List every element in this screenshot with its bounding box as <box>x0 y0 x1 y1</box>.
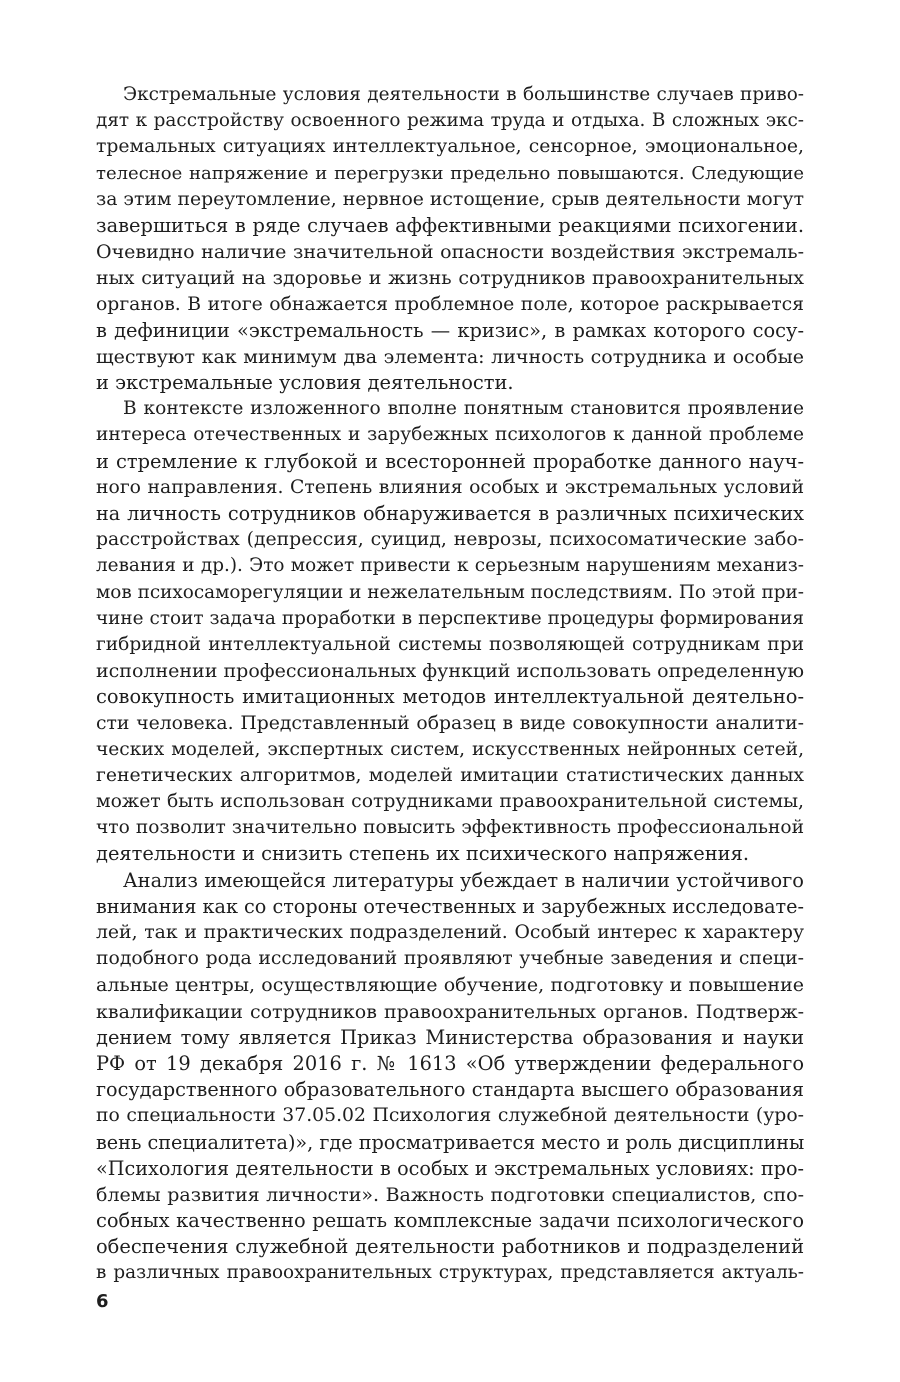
text-line: блемы развития личности». Важность подготовки специалистов, спо- <box>96 1183 804 1206</box>
text-line: ного направления. Степень влияния особых и экстремальных условий <box>96 476 804 498</box>
text-line: в дефиниции «экстремальность — кризис», в рамках которого сосу- <box>96 318 804 342</box>
text-line: телесное напряжение и перегрузки предельно повышаются. Следующие <box>96 162 804 184</box>
text-line: расстройствах (депрессия, суицид, неврозы, психосоматические забо- <box>96 529 804 551</box>
text-line: органов. В итоге обнажается проблемное поле, которое раскрывается <box>96 293 804 315</box>
text-line: по специальности 37.05.02 Психология служебной деятельности (уро- <box>96 1105 804 1127</box>
text-line: генетических алгоритмов, моделей имитации статистических данных <box>96 764 804 786</box>
text-line: государственного образовательного стандарта высшего образования <box>96 1078 804 1102</box>
text-line: исполнении профессиональных функций использовать определенную <box>96 660 804 683</box>
paragraph-1 <box>96 82 804 396</box>
text-line: интереса отечественных и зарубежных психологов к данной проблеме <box>96 424 804 446</box>
text-line: альные центры, осуществляющие обучение, подготовку и повышение <box>96 974 804 997</box>
text-line: и экстремальные условия деятельности. <box>96 371 514 395</box>
text-line: сти человека. Представленный образец в виде совокупности аналити- <box>96 712 804 734</box>
paragraph-3 <box>96 868 804 1287</box>
text-line: «Психология деятельности в особых и экстремальных условиях: про- <box>96 1156 804 1180</box>
text-line: может быть использован сотрудниками правоохранительной системы, <box>96 791 804 813</box>
text-line: гибридной интеллектуальной системы позволяющей сотрудникам при <box>96 633 804 655</box>
text-line: ческих моделей, экспертных систем, искусственных нейронных сетей, <box>96 738 804 760</box>
text-line: совокупность имитационных методов интеллектуальной деятельно- <box>96 685 804 709</box>
text-line: подобного рода исследований проявляют учебные заведения и специ- <box>96 948 804 970</box>
page-body <box>96 82 804 1287</box>
text-line: дением тому является Приказ Министерства образования и науки <box>96 1025 804 1049</box>
text-line: Экстремальные условия деятельности в большинстве случаев приво- <box>123 84 804 105</box>
text-line: за этим переутомление, нервное истощение, срыв деятельности могут <box>96 188 804 210</box>
text-line: вень специалитета)», где просматривается место и роль дисциплины <box>96 1130 805 1154</box>
text-line: тремальных ситуациях интеллектуальное, сенсорное, эмоциональное, <box>96 136 804 158</box>
text-line: деятельности и снизить степень их психического напряжения. <box>96 842 749 866</box>
text-line: В контексте изложенного вполне понятным становится проявление <box>123 398 804 420</box>
text-line: собных качественно решать комплексные задачи психологического <box>96 1209 804 1233</box>
text-line: в различных правоохранительных структурах, представляется актуаль- <box>96 1262 804 1284</box>
text-line: обеспечения служебной деятельности работников и подразделений <box>96 1235 804 1259</box>
paragraph-2 <box>96 396 804 867</box>
text-line: Очевидно наличие значительной опасности воздействия экстремаль- <box>96 241 804 264</box>
text-line: ществуют как минимум два элемента: личность сотрудника и особые <box>96 345 804 368</box>
text-line: внимания как со стороны отечественных и зарубежных исследовате- <box>96 894 804 918</box>
text-line: РФ от 19 декабря 2016 г. № 1613 «Об утверждении федерального <box>96 1051 804 1075</box>
text-line: лей, так и практических подразделений. Особый интерес к характеру <box>96 922 804 943</box>
text-line: и стремление к глубокой и всесторонней проработке данного науч- <box>96 449 804 473</box>
text-line: что позволит значительно повысить эффективность профессиональной <box>96 817 804 839</box>
text-line: на личность сотрудников обнаруживается в различных психических <box>96 502 804 525</box>
text-line: завершиться в ряде случаев аффективными реакциями психогении. <box>96 213 804 237</box>
text-line: мов психосаморегуляции и нежелательным последствиям. По этой при- <box>96 581 804 603</box>
page-number: 6 <box>96 1291 109 1312</box>
text-line: левания и др.). Это может привести к серьезным нарушениям механиз- <box>96 555 804 577</box>
text-line: дят к расстройству освоенного режима труда и отдыха. В сложных экс- <box>96 110 804 132</box>
text-line: чине стоит задача проработки в перспективе процедуры формирования <box>96 607 804 629</box>
text-line: ных ситуаций на здоровье и жизнь сотрудников правоохранительных <box>96 267 804 290</box>
text-line: квалификации сотрудников правоохранительных органов. Подтверж- <box>96 1000 804 1023</box>
text-line: Анализ имеющейся литературы убеждает в наличии устойчивого <box>123 868 804 892</box>
